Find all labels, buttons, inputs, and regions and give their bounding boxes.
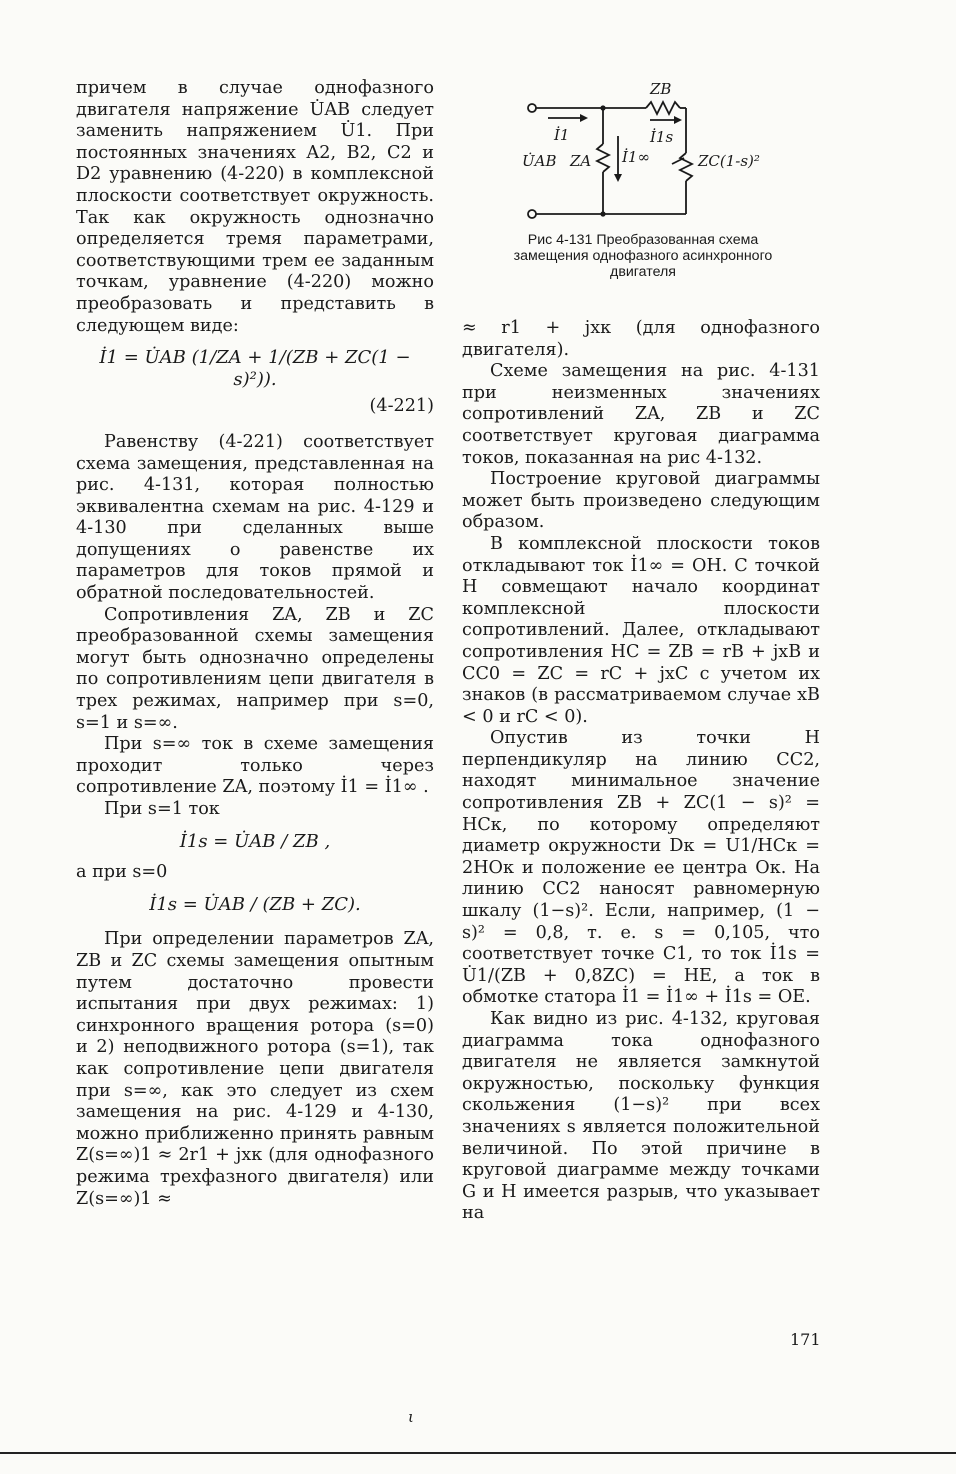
equation-s0: İ1s = U̇AB / (ZB + ZC). [149, 893, 361, 915]
paragraph: Как видно из рис. 4-132, круговая диаграмма тока однофазного двигателя не является замкнутой окружностью, поскольку функция скольжения (1−s)² при всех значениях s является положительной величиной. По этой причине в круговой диаграмме между точками G и H имеется разрыв, что указывает на [462, 1009, 820, 1224]
paragraph: Схеме замещения на рис. 4-131 при неизменных значениях сопротивлений ZA, ZB и ZC соответствует круговая диаграмма токов, показанная на рис 4-132. [462, 361, 820, 468]
paragraph: В комплексной плоскости токов откладывают ток İ1∞ = OH. С точкой H совмещают начало координат комплексной плоскости сопротивлений. Далее, откладывают сопротивления HC = ZB = rB + jxB и CC0 = ZC = rC + jxC с учетом их знаков (в рассматриваемом случае xB < 0 и rC < 0). [462, 533, 820, 727]
label-za: ZA [570, 152, 592, 170]
paragraph: Равенству (4-221) соответствует схема замещения, представленная на рис. 4-131, которая полностью эквивалентна схемам на рис. 4-129 и 4-130 при сделанных выше допущениях о равенстве их параметров для токов прямой и обратной последовательностей. [76, 431, 434, 604]
paragraph: При s=∞ ток в схеме замещения проходит только через сопротивление ZA, поэтому İ1 = İ1∞ . [76, 734, 434, 798]
label-i1s: İ1s [650, 128, 674, 146]
equation-4-221: İ1 = U̇AB (1/ZA + 1/(ZB + ZC(1 − s)²)). [99, 347, 411, 390]
label-zc: ZC(1-s)² [698, 152, 760, 170]
paragraph: Сопротивления ZA, ZB и ZC преобразованной схемы замещения могут быть однозначно определены по сопротивлениям цепи двигателя в трех режимах, например при s=0, s=1 и s=∞. [76, 604, 434, 733]
circuit-diagram [518, 78, 808, 226]
figure-4-131 [518, 78, 808, 226]
label-i1: İ1 [554, 126, 570, 144]
equation-s1: İ1s = U̇AB / ZB , [179, 830, 331, 852]
label-i1inf: İ1∞ [622, 148, 650, 166]
paragraph: ≈ r1 + jxк (для однофазного двигателя). [462, 318, 820, 360]
paragraph: причем в случае однофазного двигателя напряжение U̇AB следует заменить напряжением U̇1. При постоянных значениях A2, B2, C2 и D2 уравнению (4-220) в комплексной плоскости соответствует окружность. Так как окружность однозначно определяется тремя параметрами, соответствующими трем ее заданным точкам, уравнение (4-220) можно преобразовать и представить в следующем виде: [76, 78, 434, 336]
paragraph: При определении параметров ZA, ZB и ZC схемы замещения опытным путем достаточно провести испытания при двух режимах: 1) синхронного вращения ротора (s=0) и 2) неподвижного ротора (s=1), так как сопротивление цепи двигателя при s=∞, как это следует из схем замещения на рис. 4-129 и 4-130, можно приближенно принять равным Z(s=∞)1 ≈ 2r1 + jxк (для однофазного режима трехфазного двигателя) или Z(s=∞)1 ≈ [76, 929, 434, 1209]
label-zb: ZB [650, 80, 672, 98]
paragraph: Опустив из точки H перпендикуляр на линию CC2, находят минимальное значение сопротивления ZB + ZC(1 − s)² = HCк, по которому определяют диаметр окружности Dк = U1/HCк = 2HOк и положение ее центра Oк. На линию CC2 наносят равномерную шкалу (1−s)². Если, например, (1 − s)² = 0,8, т. е. s = 0,105, что соответствует точке C1, то ток İ1s = U̇1/(ZB + 0,8ZC) = HE, а ток в обмотке статора İ1 = İ1∞ + İ1s = OE. [462, 728, 820, 1008]
paragraph: а при s=0 [76, 862, 168, 883]
paragraph: При s=1 ток [104, 799, 220, 819]
left-column [76, 78, 434, 1210]
right-column [462, 318, 820, 1225]
page-number: 171 [790, 1330, 821, 1349]
paragraph: Построение круговой диаграммы может быть произведено следующим образом. [462, 469, 820, 533]
stray-mark: ι [408, 1408, 414, 1426]
page-bottom-edge [0, 1452, 956, 1454]
figure-caption: Рис 4-131 Преобразованная схема замещения однофазного асинхронного двигателя [513, 232, 773, 281]
label-uab: U̇AB [522, 152, 557, 170]
equation-number: (4-221) [369, 396, 434, 417]
